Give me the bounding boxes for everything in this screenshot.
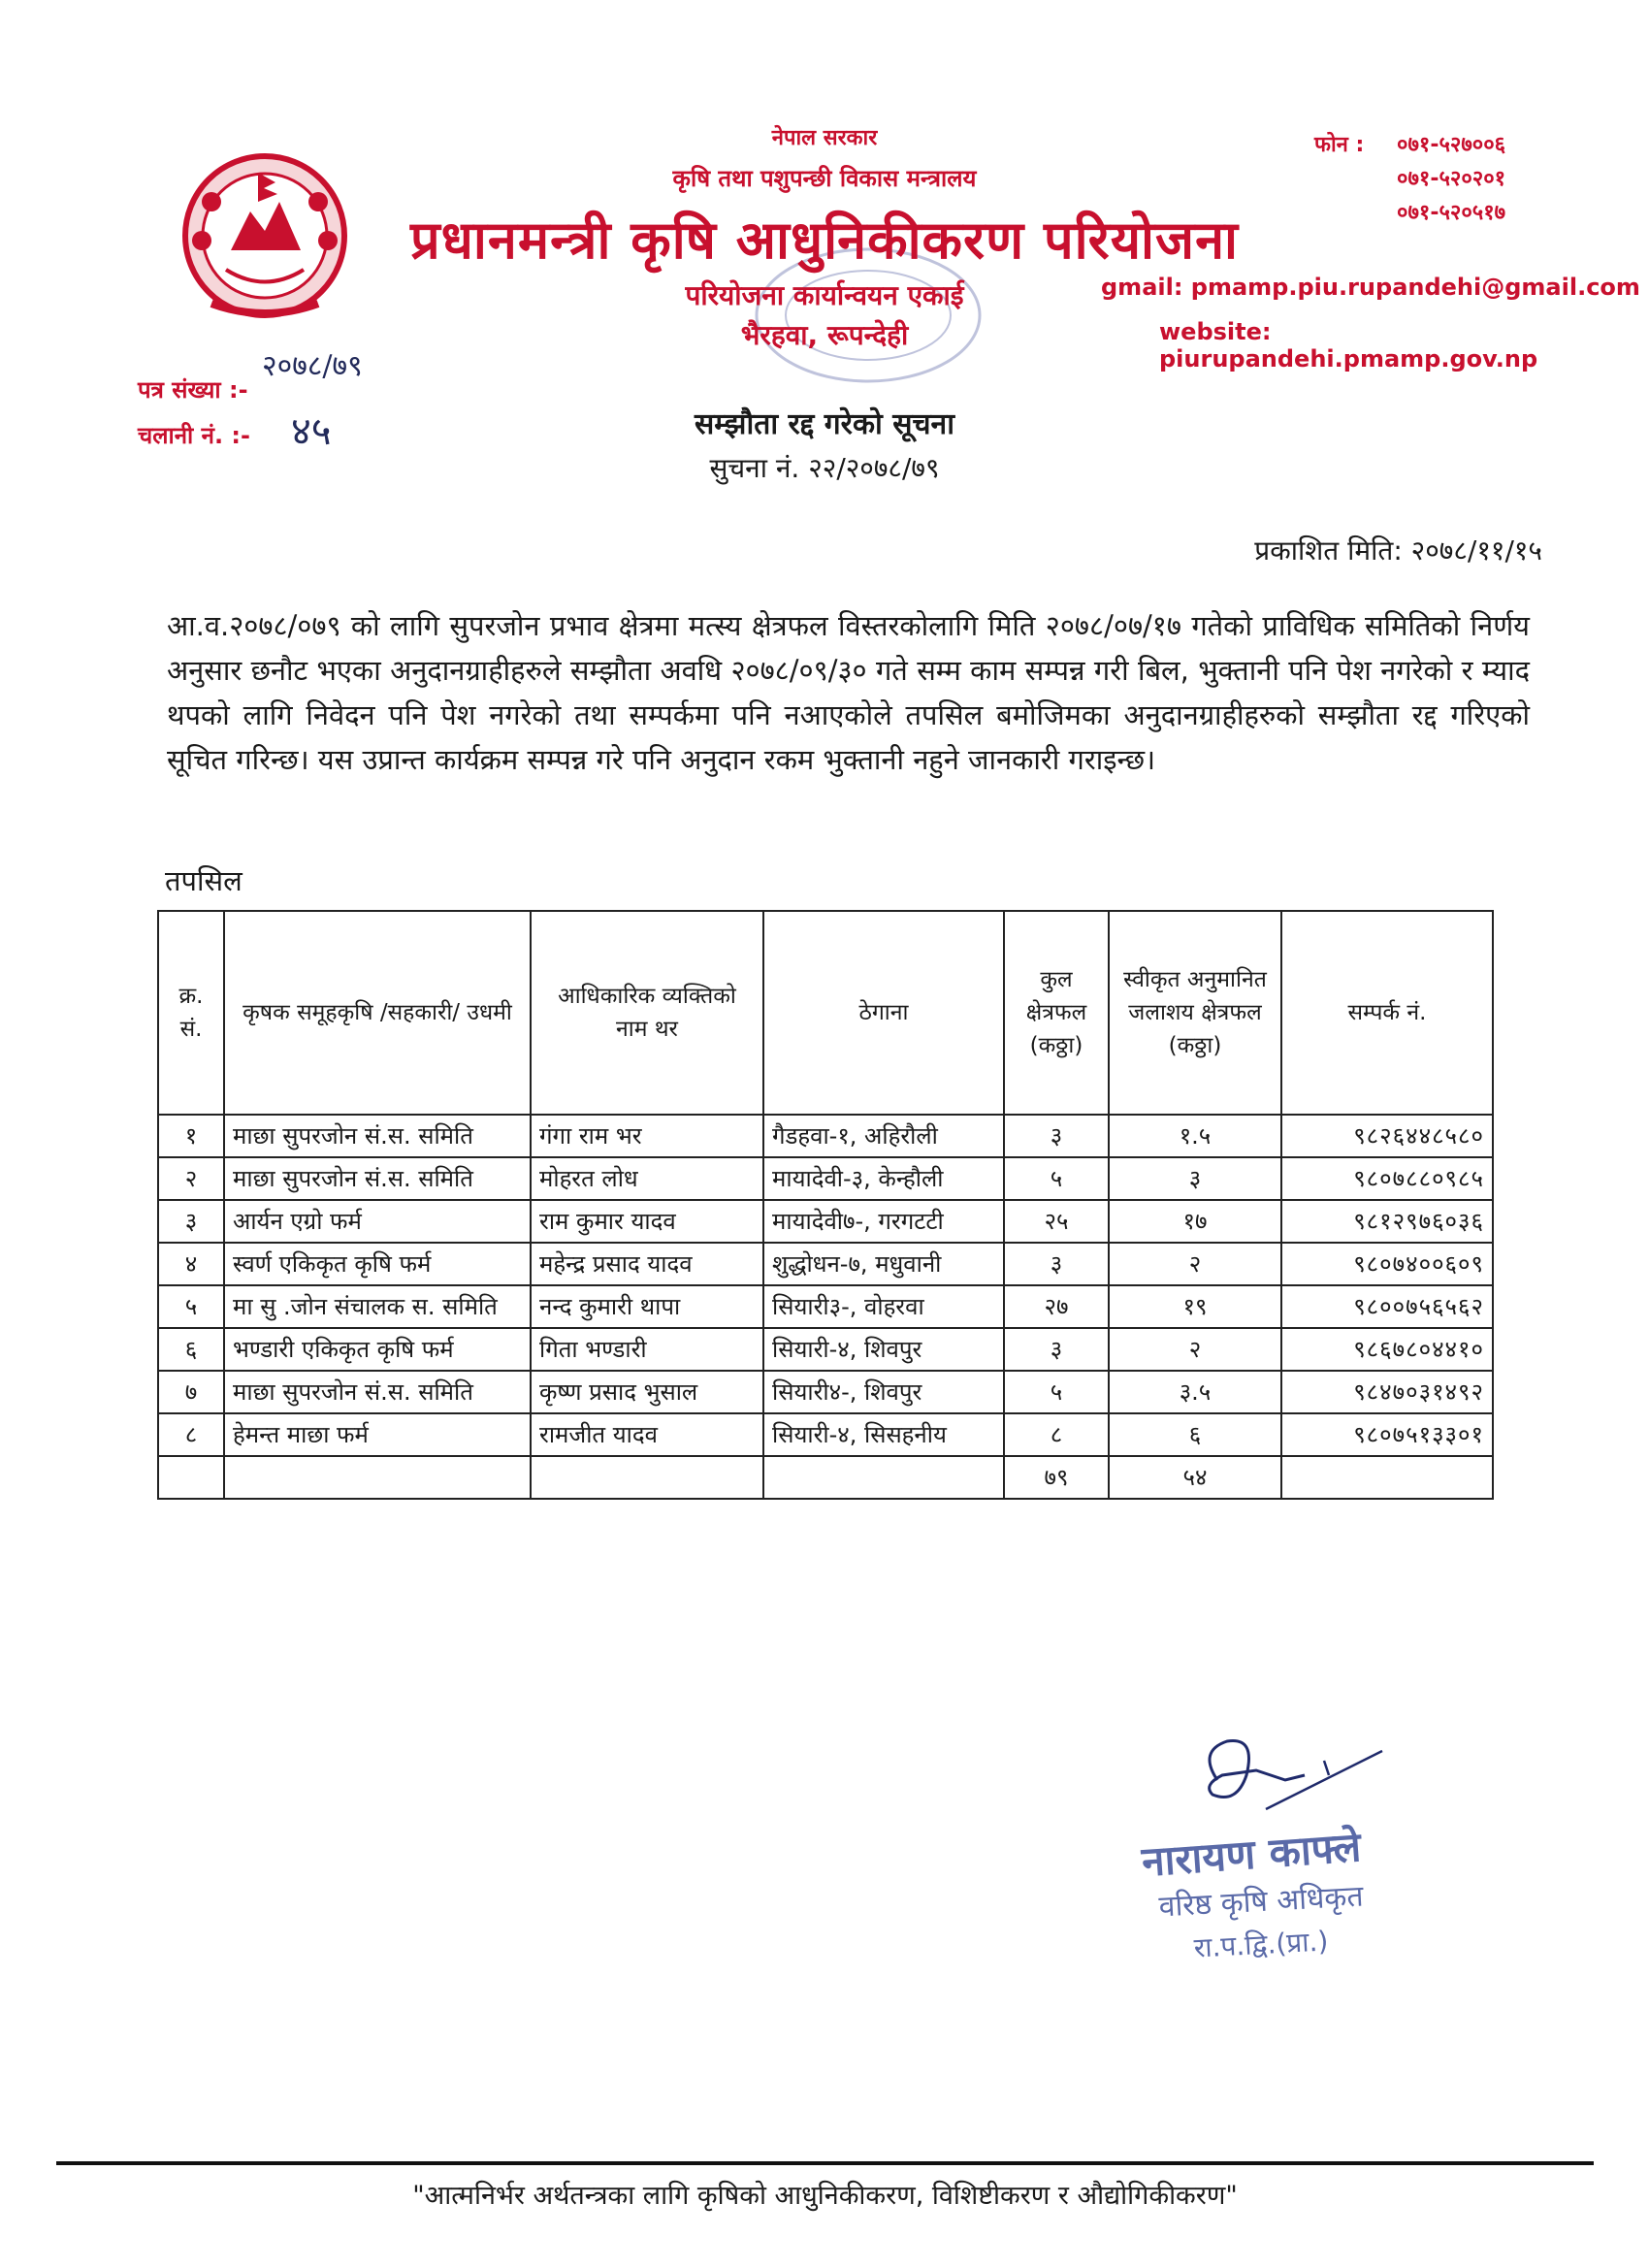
cell-contact: ९८०७५१३३०१ xyxy=(1281,1413,1493,1456)
cell-address: शुद्धोधन-७, मधुवानी xyxy=(763,1243,1004,1285)
table-row xyxy=(158,1371,1493,1413)
cell-person: मोहरत लोध xyxy=(531,1157,763,1200)
dispatch-number-label: चलानी नं. :- xyxy=(138,422,250,449)
published-date: प्रकाशित मिति: २०७८/११/१५ xyxy=(1254,535,1542,567)
cell-address: सियारी-४, सिसहनीय xyxy=(763,1413,1004,1456)
cell-group: मा सु .जोन संचालक स. समिति xyxy=(224,1285,531,1328)
cell-total-area-sum: ७९ xyxy=(1004,1456,1109,1499)
signatory-designation: वरिष्ठ कृषि अधिकृत xyxy=(1157,1879,1365,1925)
cell-total-area: ५ xyxy=(1004,1371,1109,1413)
cell-contact: ९८१२९७६०३६ xyxy=(1281,1200,1493,1243)
cell-approved-area: ३ xyxy=(1109,1157,1281,1200)
footer-divider xyxy=(56,2161,1594,2165)
cell-address: मायादेवी७-, गरगटटी xyxy=(763,1200,1004,1243)
header-group: कृषक समूहकृषि /सहकारी/ उधमी xyxy=(224,911,531,1115)
cell-group: आर्यन एग्रो फर्म xyxy=(224,1200,531,1243)
table-header-row xyxy=(158,911,1493,1115)
phone-number-1: ०७१-५२७००६ xyxy=(1397,133,1506,157)
header-sn: क्र. सं. xyxy=(158,911,224,1115)
header-address: ठेगाना xyxy=(763,911,1004,1115)
cell-contact: ९८६७८०४४१० xyxy=(1281,1328,1493,1371)
signatory-office-code: रा.प.द्वि.(प्रा.) xyxy=(1192,1925,1330,1964)
cell-person: गिता भण्डारी xyxy=(531,1328,763,1371)
table-row xyxy=(158,1413,1493,1456)
cell-approved-area-sum: ५४ xyxy=(1109,1456,1281,1499)
cell-empty xyxy=(531,1456,763,1499)
cell-person: महेन्द्र प्रसाद यादव xyxy=(531,1243,763,1285)
cell-contact: ९८०७८८०९८५ xyxy=(1281,1157,1493,1200)
table-row xyxy=(158,1115,1493,1157)
cell-total-area: ८ xyxy=(1004,1413,1109,1456)
cell-group: माछा सुपरजोन सं.स. समिति xyxy=(224,1115,531,1157)
cell-empty xyxy=(763,1456,1004,1499)
website-address: website: piurupandehi.pmamp.gov.np xyxy=(1159,318,1538,373)
schedule-heading: तपसिल xyxy=(165,864,242,897)
cell-total-area: ५ xyxy=(1004,1157,1109,1200)
phone-number-2: ०७१-५२०२०१ xyxy=(1397,167,1506,191)
table-row xyxy=(158,1157,1493,1200)
header-total-area: कुल क्षेत्रफल (कठ्ठा) xyxy=(1004,911,1109,1115)
cell-contact: ९८००७५६५६२ xyxy=(1281,1285,1493,1328)
cell-approved-area: १९ xyxy=(1109,1285,1281,1328)
cell-total-area: ३ xyxy=(1004,1328,1109,1371)
header-contact: सम्पर्क नं. xyxy=(1281,911,1493,1115)
cell-sn: १ xyxy=(158,1115,224,1157)
cell-empty xyxy=(224,1456,531,1499)
cell-sn: ८ xyxy=(158,1413,224,1456)
table-row xyxy=(158,1285,1493,1328)
email-address: gmail: pmamp.piu.rupandehi@gmail.com xyxy=(1101,274,1640,301)
header-person: आधिकारिक व्यक्तिको नाम थर xyxy=(531,911,763,1115)
cell-total-area: ३ xyxy=(1004,1115,1109,1157)
cell-empty xyxy=(158,1456,224,1499)
cell-total-area: २७ xyxy=(1004,1285,1109,1328)
dispatch-number-handwritten: ४५ xyxy=(291,409,332,454)
cell-approved-area: १.५ xyxy=(1109,1115,1281,1157)
signatory-name: नारायण काफ्ले xyxy=(1140,1823,1363,1886)
cell-total-area: २५ xyxy=(1004,1200,1109,1243)
reference-number-label: पत्र संख्या :- xyxy=(138,376,248,404)
table-row xyxy=(158,1243,1493,1285)
footer-slogan: "आत्मनिर्भर अर्थतन्त्रका लागि कृषिको आधुनिकीकरण, विशिष्टीकरण र औद्योगिकीकरण" xyxy=(412,2181,1238,2211)
nepal-emblem-logo xyxy=(173,134,357,328)
cell-sn: ३ xyxy=(158,1200,224,1243)
cell-person: गंगा राम भर xyxy=(531,1115,763,1157)
cancelled-grantees-table xyxy=(157,910,1494,1500)
cell-contact: ९८०७४००६०९ xyxy=(1281,1243,1493,1285)
cell-contact: ९८४७०३१४९२ xyxy=(1281,1371,1493,1413)
cell-contact: ९८२६४४८५८० xyxy=(1281,1115,1493,1157)
cell-address: मायादेवी-३, केन्हौली xyxy=(763,1157,1004,1200)
government-name: नेपाल सरकार xyxy=(771,126,878,150)
cell-empty xyxy=(1281,1456,1493,1499)
cell-person: राम कुमार यादव xyxy=(531,1200,763,1243)
cell-sn: ६ xyxy=(158,1328,224,1371)
cell-person: कृष्ण प्रसाद भुसाल xyxy=(531,1371,763,1413)
project-name: प्रधानमन्त्री कृषि आधुनिकीकरण परियोजना xyxy=(409,210,1240,271)
ministry-name: कृषि तथा पशुपन्छी विकास मन्त्रालय xyxy=(672,165,977,192)
cell-person: रामजीत यादव xyxy=(531,1413,763,1456)
cell-approved-area: २ xyxy=(1109,1328,1281,1371)
table-row xyxy=(158,1200,1493,1243)
cell-sn: ७ xyxy=(158,1371,224,1413)
cell-sn: ५ xyxy=(158,1285,224,1328)
cell-sn: ४ xyxy=(158,1243,224,1285)
phone-number-3: ०७१-५२०५१७ xyxy=(1397,201,1506,225)
cell-total-area: ३ xyxy=(1004,1243,1109,1285)
cell-address: सियारी-४, शिवपुर xyxy=(763,1328,1004,1371)
notice-body: आ.व.२०७८/०७९ को लागि सुपरजोन प्रभाव क्षेत्रमा मत्स्य क्षेत्रफल विस्तरकोलागि मिति २०७८/०७/१७ गतेको प्राविधिक समितिको निर्णय अनुसार छनौट भएका अनुदानग्राहीहरुले सम्झौता अवधि २०७८/०९/३० गते सम्म काम सम्पन्न गरी बिल, भुक्तानी पनि पेश नगरेको र म्याद थपको लागि निवेदन पनि पेश नगरेको तथा सम्पर्कमा पनि नआएकोले तपसिल बमोजिमका अनुदानग्राहीहरुको सम्झौता रद्द गरिएको सूचित गरिन्छ। यस उप्रान्त कार्यक्रम सम्पन्न गरे पनि अनुदान रकम भुक्तानी नहुने जानकारी गराइन्छ। xyxy=(167,609,1530,776)
header-approved-area: स्वीकृत अनुमानित जलाशय क्षेत्रफल (कठ्ठा) xyxy=(1109,911,1281,1115)
cell-group: हेमन्त माछा फर्म xyxy=(224,1413,531,1456)
office-location: भैरहवा, रूपन्देही xyxy=(740,319,909,351)
cell-group: माछा सुपरजोन सं.स. समिति xyxy=(224,1371,531,1413)
cell-approved-area: २ xyxy=(1109,1243,1281,1285)
phone-label: फोन : xyxy=(1314,133,1365,157)
table-total-row xyxy=(158,1456,1493,1499)
cell-approved-area: ६ xyxy=(1109,1413,1281,1456)
cell-address: सियारी३-, वोहरवा xyxy=(763,1285,1004,1328)
cell-group: स्वर्ण एकिकृत कृषि फर्म xyxy=(224,1243,531,1285)
cell-address: सियारी४-, शिवपुर xyxy=(763,1371,1004,1413)
unit-name: परियोजना कार्यान्वयन एकाई xyxy=(685,279,964,311)
cell-person: नन्द कुमारी थापा xyxy=(531,1285,763,1328)
cell-group: माछा सुपरजोन सं.स. समिति xyxy=(224,1157,531,1200)
cell-sn: २ xyxy=(158,1157,224,1200)
reference-year-handwritten: २०७८/७९ xyxy=(262,349,363,383)
cell-approved-area: ३.५ xyxy=(1109,1371,1281,1413)
table-row xyxy=(158,1328,1493,1371)
cell-approved-area: १७ xyxy=(1109,1200,1281,1243)
cell-address: गैडहवा-१, अहिरौली xyxy=(763,1115,1004,1157)
notice-title: सम्झौता रद्द गरेको सूचना xyxy=(695,407,954,441)
cell-group: भण्डारी एकिकृत कृषि फर्म xyxy=(224,1328,531,1371)
notice-number: सुचना नं. २२/२०७८/७९ xyxy=(709,452,940,484)
